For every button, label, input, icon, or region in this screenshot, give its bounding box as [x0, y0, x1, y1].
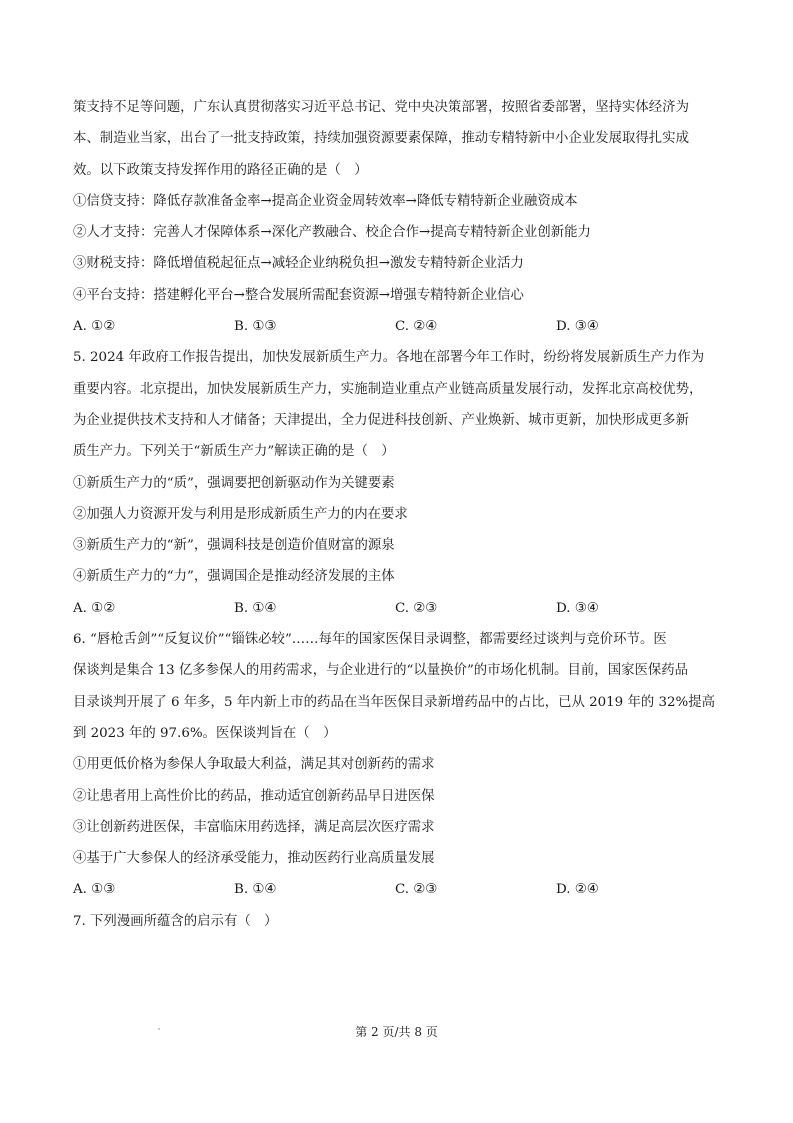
option-d: D. ③④: [556, 319, 599, 335]
question-6: [73, 624, 723, 906]
answer-options: [73, 874, 723, 905]
question-5: [73, 342, 723, 624]
option-d: D. ②④: [556, 882, 599, 898]
statement-item: ④平台支持：搭建孵化平台→整合发展所需配套资源→增强专精特新企业信心: [73, 287, 524, 303]
question-stem-line: 6. “唇枪舌剑”“反复议价”“锱铢必较”……每年的国家医保目录调整，都需要经过谈判与竞价环节。医: [73, 632, 667, 648]
option-b: B. ①④: [234, 600, 277, 616]
question-stem-line: 7. 下列漫画所蕴含的启示有（ ）: [73, 913, 278, 929]
option-b: B. ①④: [234, 882, 277, 898]
question-stem-line: 到 2023 年的 97.6%。医保谈判旨在（ ）: [73, 725, 337, 741]
option-a: A. ①②: [73, 600, 116, 616]
statement-item: ①信贷支持：降低存款准备金率→提高企业资金周转效率→降低专精特新企业融资成本: [73, 193, 578, 209]
question-stem-line: 效。以下政策支持发挥作用的路径正确的是（ ）: [73, 162, 368, 178]
question-stem-line: 保谈判是集合 13 亿多参保人的用药需求，与企业进行的“以量换价”的市场化机制。目前，国家医保药品: [73, 663, 689, 679]
statement-item: ②让患者用上高性价比的药品，推动适宜创新药品早日进医保: [73, 788, 435, 804]
option-c: C. ②③: [395, 882, 438, 898]
statement-item: ④基于广大参保人的经济承受能力，推动医药行业高质量发展: [73, 851, 435, 867]
question-stem-line: 本、制造业当家，出台了一批支持政策，持续加强资源要素保障，推动专精特新中小企业发展取得扎实成: [73, 131, 689, 147]
option-b: B. ①③: [234, 319, 277, 335]
question-4: [73, 92, 723, 342]
statement-item: ③新质生产力的“新”，强调科技是创造价值财富的源泉: [73, 538, 395, 554]
statement-item: ①新质生产力的“质”，强调要把创新驱动作为关键要素: [73, 475, 395, 491]
question-stem-line: 为企业提供技术支持和人才储备；天津提出，全力促进科技创新、产业焕新、城市更新，加快形成更多新: [73, 412, 689, 428]
page-footer: 第 2 页/共 8 页: [355, 1025, 438, 1039]
statement-item: ②人才支持：完善人才保障体系→深化产教融合、校企合作→提高专精特新企业创新能力: [73, 225, 591, 241]
answer-options: [73, 593, 723, 624]
statement-item: ③财税支持：降低增值税起征点→减轻企业纳税负担→激发专精特新企业活力: [73, 256, 524, 272]
question-stem-line: 质生产力。下列关于“新质生产力”解读正确的是（ ）: [73, 444, 395, 460]
question-7: [73, 906, 723, 937]
question-stem-line: 5. 2024 年政府工作报告提出，加快发展新质生产力。各地在部署今年工作时，纷纷将发展新质生产力作为: [73, 350, 705, 366]
statement-item: ③让创新药进医保，丰富临床用药选择，满足高层次医疗需求: [73, 819, 435, 835]
option-a: A. ①②: [73, 319, 116, 335]
exam-page: [73, 92, 723, 937]
statement-item: ①用更低价格为参保人争取最大利益，满足其对创新药的需求: [73, 757, 435, 773]
option-d: D. ③④: [556, 600, 599, 616]
option-a: A. ①③: [73, 882, 116, 898]
option-c: C. ②④: [395, 319, 438, 335]
statement-item: ②加强人力资源开发与利用是形成新质生产力的内在要求: [73, 506, 408, 522]
question-stem-line: 重要内容。北京提出，加快发展新质生产力，实施制造业重点产业链高质量发展行动，发挥北京高校优势，: [73, 381, 703, 397]
answer-options: [73, 311, 723, 342]
statement-item: ④新质生产力的“力”，强调国企是推动经济发展的主体: [73, 569, 395, 585]
option-c: C. ②③: [395, 600, 438, 616]
question-stem-line: 目录谈判开展了 6 年多，5 年内新上市的药品在当年医保目录新增药品中的占比，已从 2019 年的 32%提高: [73, 694, 716, 710]
question-stem-line: 策支持不足等问题，广东认真贯彻落实习近平总书记、党中央决策部署，按照省委部署，坚持实体经济为: [73, 100, 689, 115]
